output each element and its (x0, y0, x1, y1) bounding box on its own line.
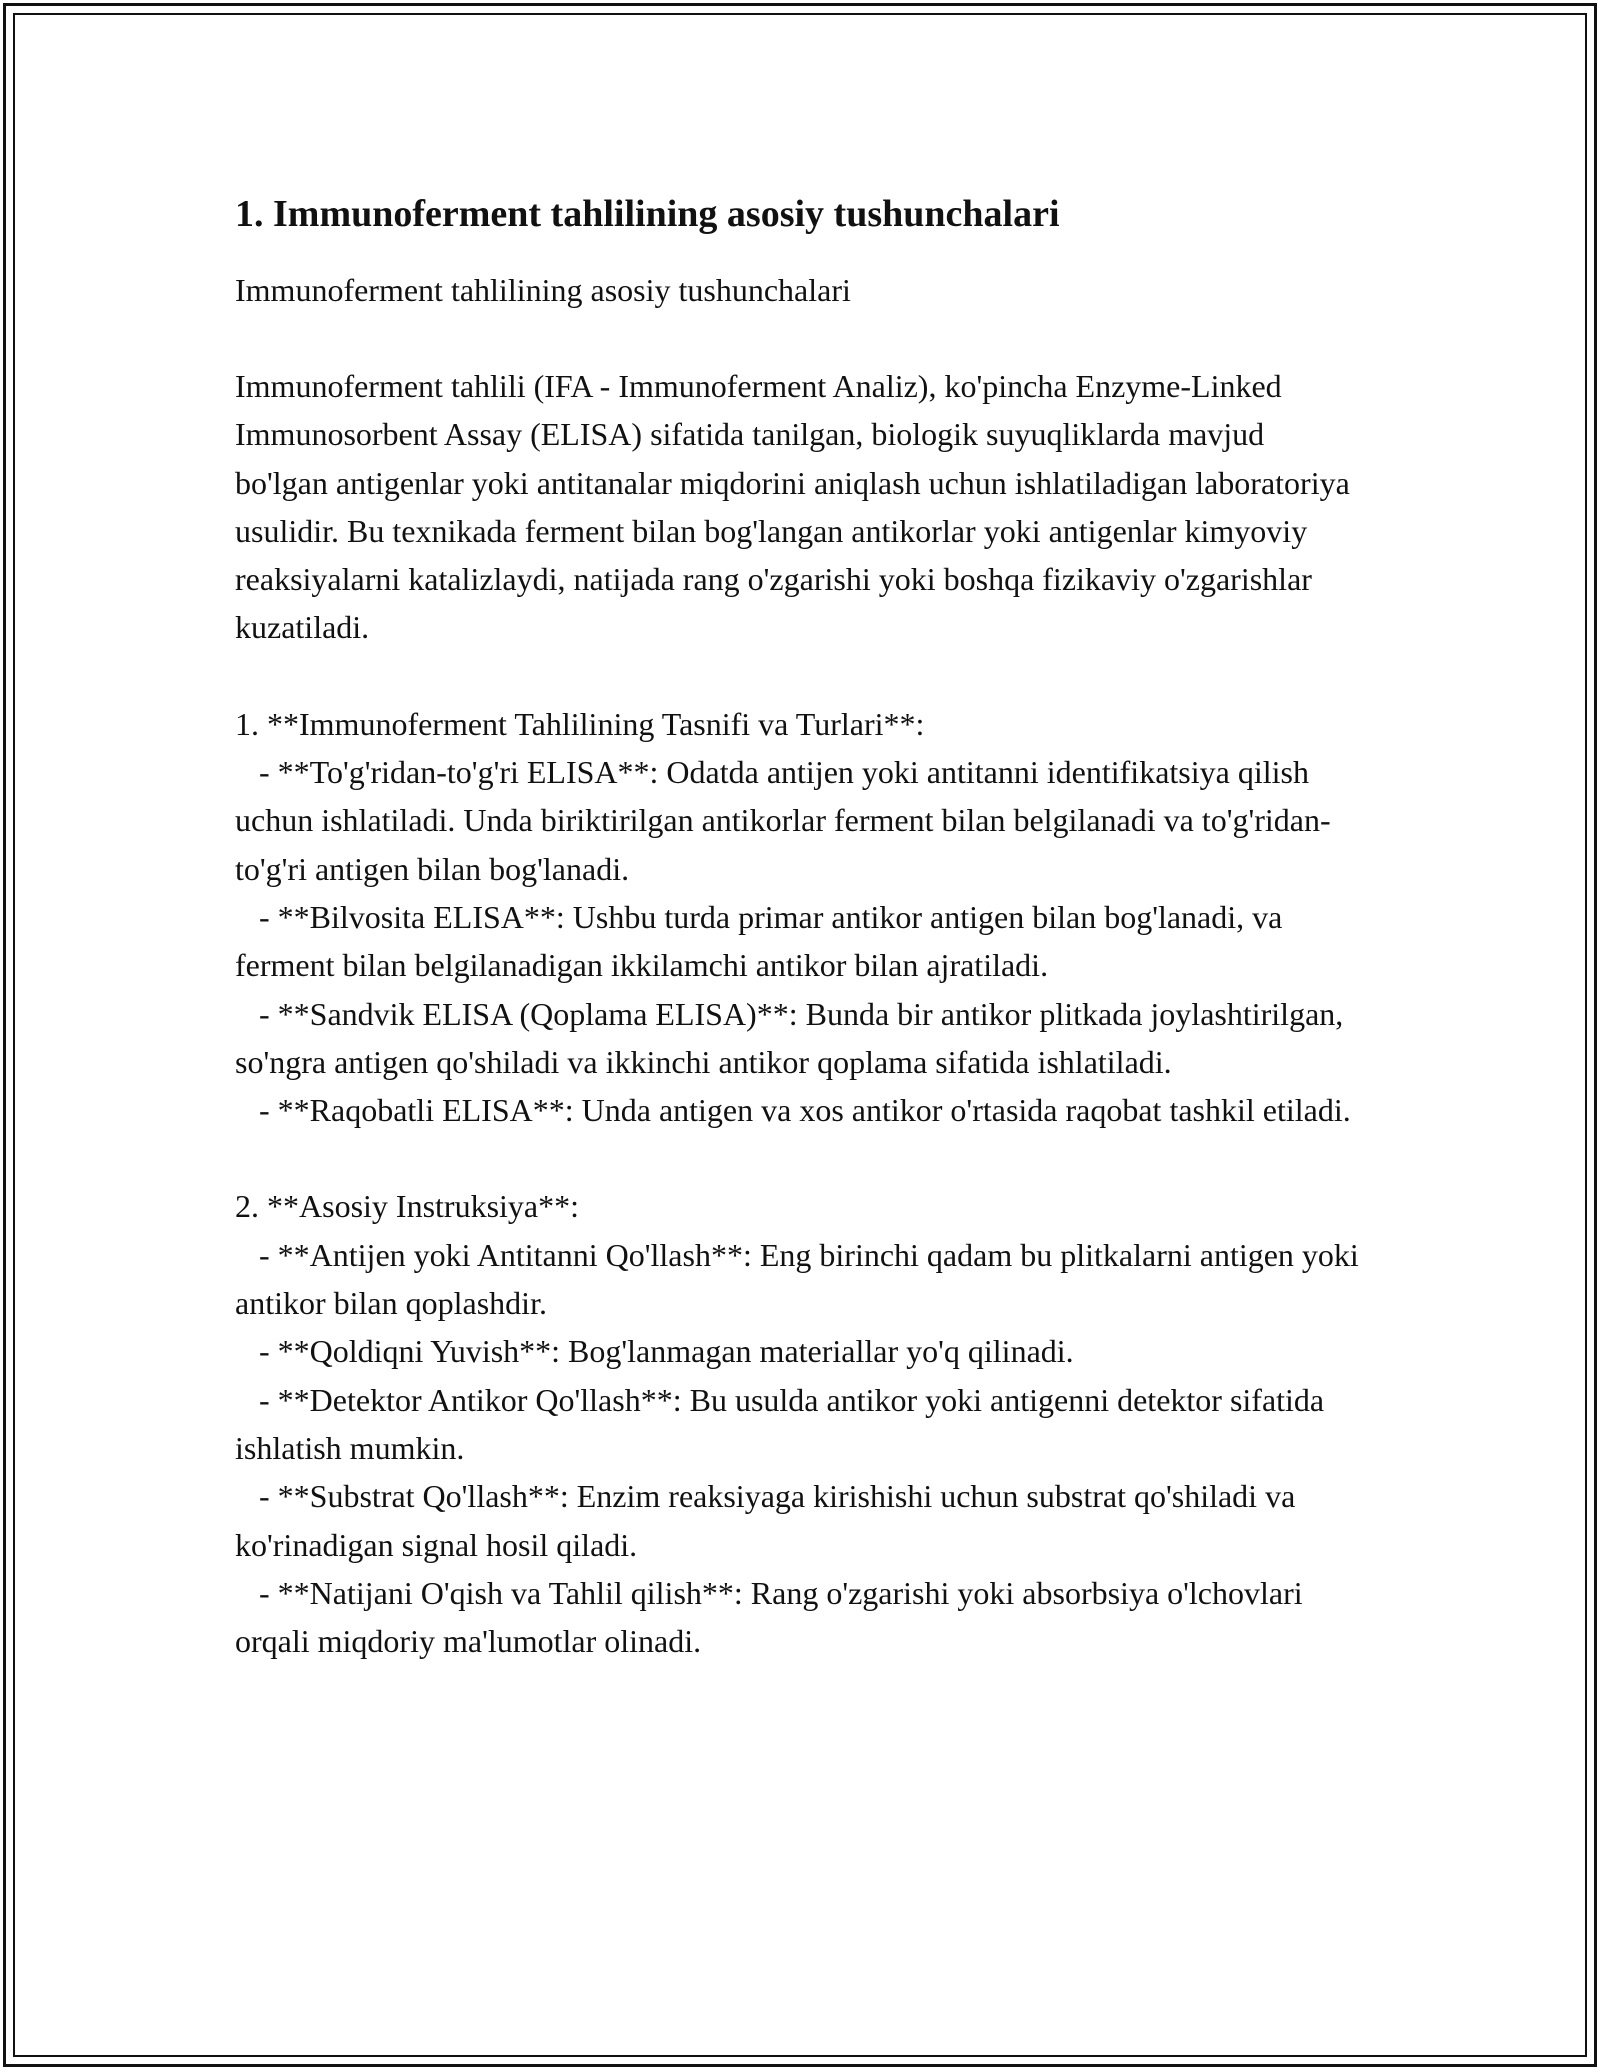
document-body (235, 188, 1365, 1713)
list-item: - **Sandvik ELISA (Qoplama ELISA)**: Bunda bir antikor plitkada joylashtirilgan, so'ngra antigen qo'shiladi va ikkinchi antikor qoplama sifatida ishlatiladi. (235, 995, 1352, 1080)
list-item: - **To'g'ridan-to'g'ri ELISA**: Odatda antijen yoki antitanni identifikatsiya qilish uchun ishlatiladi. Unda biriktirilgan antikorlar ferment bilan belgilanadi va to'g'ridan-to'g'ri antigen bilan bog'lanadi. (235, 754, 1331, 887)
list-item: - **Substrat Qo'llash**: Enzim reaksiyaga kirishishi uchun substrat qo'shiladi va ko'rinadigan signal hosil qiladi. (235, 1478, 1304, 1563)
list-item: - **Qoldiqni Yuvish**: Bog'lanmagan materiallar yo'q qilinadi. (235, 1333, 1074, 1370)
list-item: - **Bilvosita ELISA**: Ushbu turda primar antikor antigen bilan bog'lanadi, va ferment bilan belgilanadigan ikkilamchi antikor bilan ajratiladi. (235, 898, 1291, 984)
list-section-title: 1. **Immunoferment Tahlilining Tasnifi va Turlari**: (235, 705, 925, 742)
list-section-title: 2. **Asosiy Instruksiya**: (235, 1188, 579, 1225)
section-subtitle: Immunoferment tahlilining asosiy tushunchalari (235, 272, 851, 308)
list-item: - **Raqobatli ELISA**: Unda antigen va xos antikor o'rtasida raqobat tashkil etiladi. (235, 1092, 1351, 1129)
intro-paragraph: Immunoferment tahlili (IFA - Immunoferment Analiz), ko'pincha Enzyme-Linked Immunosorbent Assay (ELISA) sifatida tanilgan, biologik suyuqliklarda mavjud bo'lgan antigenlar yoki antitanalar miqdorini aniqlash uchun ishlatiladigan laboratoriya usulidir. Bu texnikada ferment bilan bog'langan antikorlar yoki antigenlar kimyoviy reaksiyalarni katalizlaydi, natijada rang o'zgarishi yoki boshqa fizikaviy o'zgarishlar kuzatiladi. (235, 368, 1350, 646)
list-item: - **Natijani O'qish va Tahlil qilish**: Rang o'zgarishi yoki absorbsiya o'lchovlari orqali miqdoriy ma'lumotlar olinadi. (235, 1574, 1311, 1660)
list-item: - **Antijen yoki Antitanni Qo'llash**: Eng birinchi qadam bu plitkalarni antigen yoki antikor bilan qoplashdir. (235, 1236, 1367, 1322)
list-item: - **Detektor Antikor Qo'llash**: Bu usulda antikor yoki antigenni detektor sifatida ishlatish mumkin. (235, 1381, 1333, 1466)
list-section-types (235, 700, 1365, 1135)
section-heading: 1. Immunoferment tahlilining asosiy tushunchalari (235, 193, 1060, 235)
list-section-instructions (235, 1182, 1365, 1665)
